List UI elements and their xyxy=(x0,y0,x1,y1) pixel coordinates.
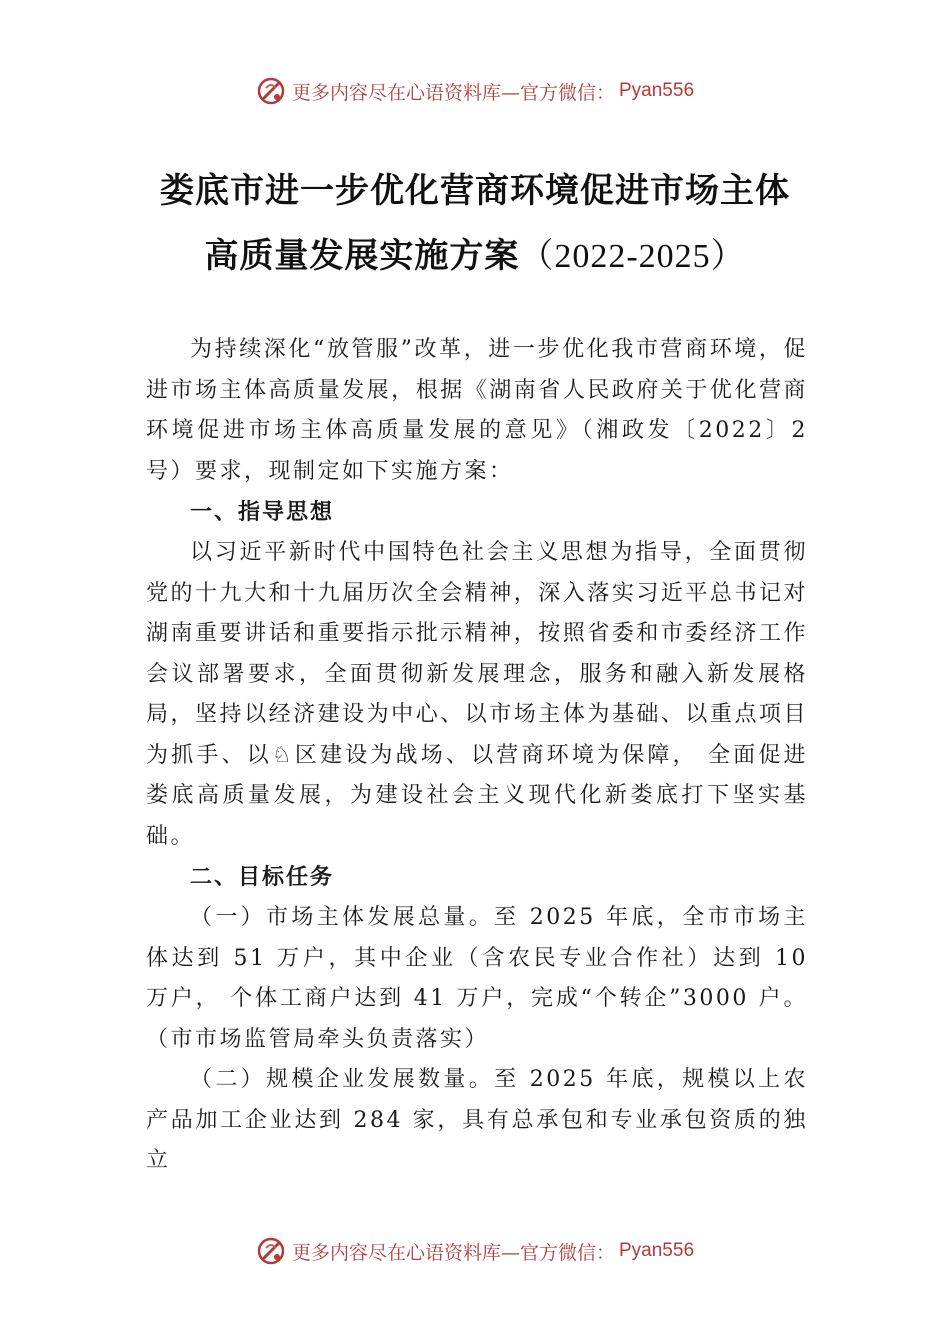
watermark-text: 更多内容尽在心语资料库—官方微信： xyxy=(291,1241,615,1264)
watermark-wechat-id: Pyan556 xyxy=(619,80,695,101)
watermark-header xyxy=(0,76,950,106)
intro-paragraph: 为持续深化“放管服”改革，进一步优化我市营商环境，促进市场主体高质量发展，根据《湖南省人民政府关于优化营商环境促进市场主体高质量发展的意见》（湘政发〔2022〕2号）要求，现制定如下实施方案： xyxy=(146,337,808,484)
section2-heading: 二、目标任务 xyxy=(190,865,335,890)
section1-heading: 一、指导思想 xyxy=(190,500,335,525)
document-body xyxy=(146,330,808,1182)
document-title-line1: 娄底市进一步优化营商环境促进市场主体 xyxy=(160,171,790,211)
section1-paragraph: 以习近平新时代中国特色社会主义思想为指导，全面贯彻党的十九大和十九届历次全会精神，深入落实习近平总书记对湖南重要讲话和重要指示批示精神，按照省委和市委经济工作会议部署要求，全面贯彻新发展理念，服务和融入新发展格局，坚持以经济建设为中心、以市场主体为基础、以重点项目为抓手、以♘区建设为战场、以营商环境为保障， 全面促进娄底高质量发展，为建设社会主义现代化新娄底打下坚实基础。 xyxy=(146,540,808,849)
brand-logo-icon xyxy=(256,76,286,106)
target-item-2: （二）规模企业发展数量。至 2025 年底，规模以上农产品加工企业达到 284 家，具有总承包和专业承包资质的独立 xyxy=(146,1067,808,1173)
watermark-footer xyxy=(0,1236,950,1266)
watermark-wechat-id: Pyan556 xyxy=(619,1240,695,1261)
brand-logo-icon xyxy=(256,1236,286,1266)
document-title-line2 xyxy=(0,228,950,277)
watermark-text: 更多内容尽在心语资料库—官方微信： xyxy=(291,81,615,104)
document-title-years: （2022-2025） xyxy=(519,238,746,275)
target-item-1: （一）市场主体发展总量。至 2025 年底，全市市场主体达到 51 万户，其中企业（含农民专业合作社）达到 10 万户， 个体工商户达到 41 万户，完成“个转企”3000 户。（市市场监管局牵头负责落实） xyxy=(146,905,808,1052)
document-title-main: 高质量发展实施方案 xyxy=(204,236,520,276)
